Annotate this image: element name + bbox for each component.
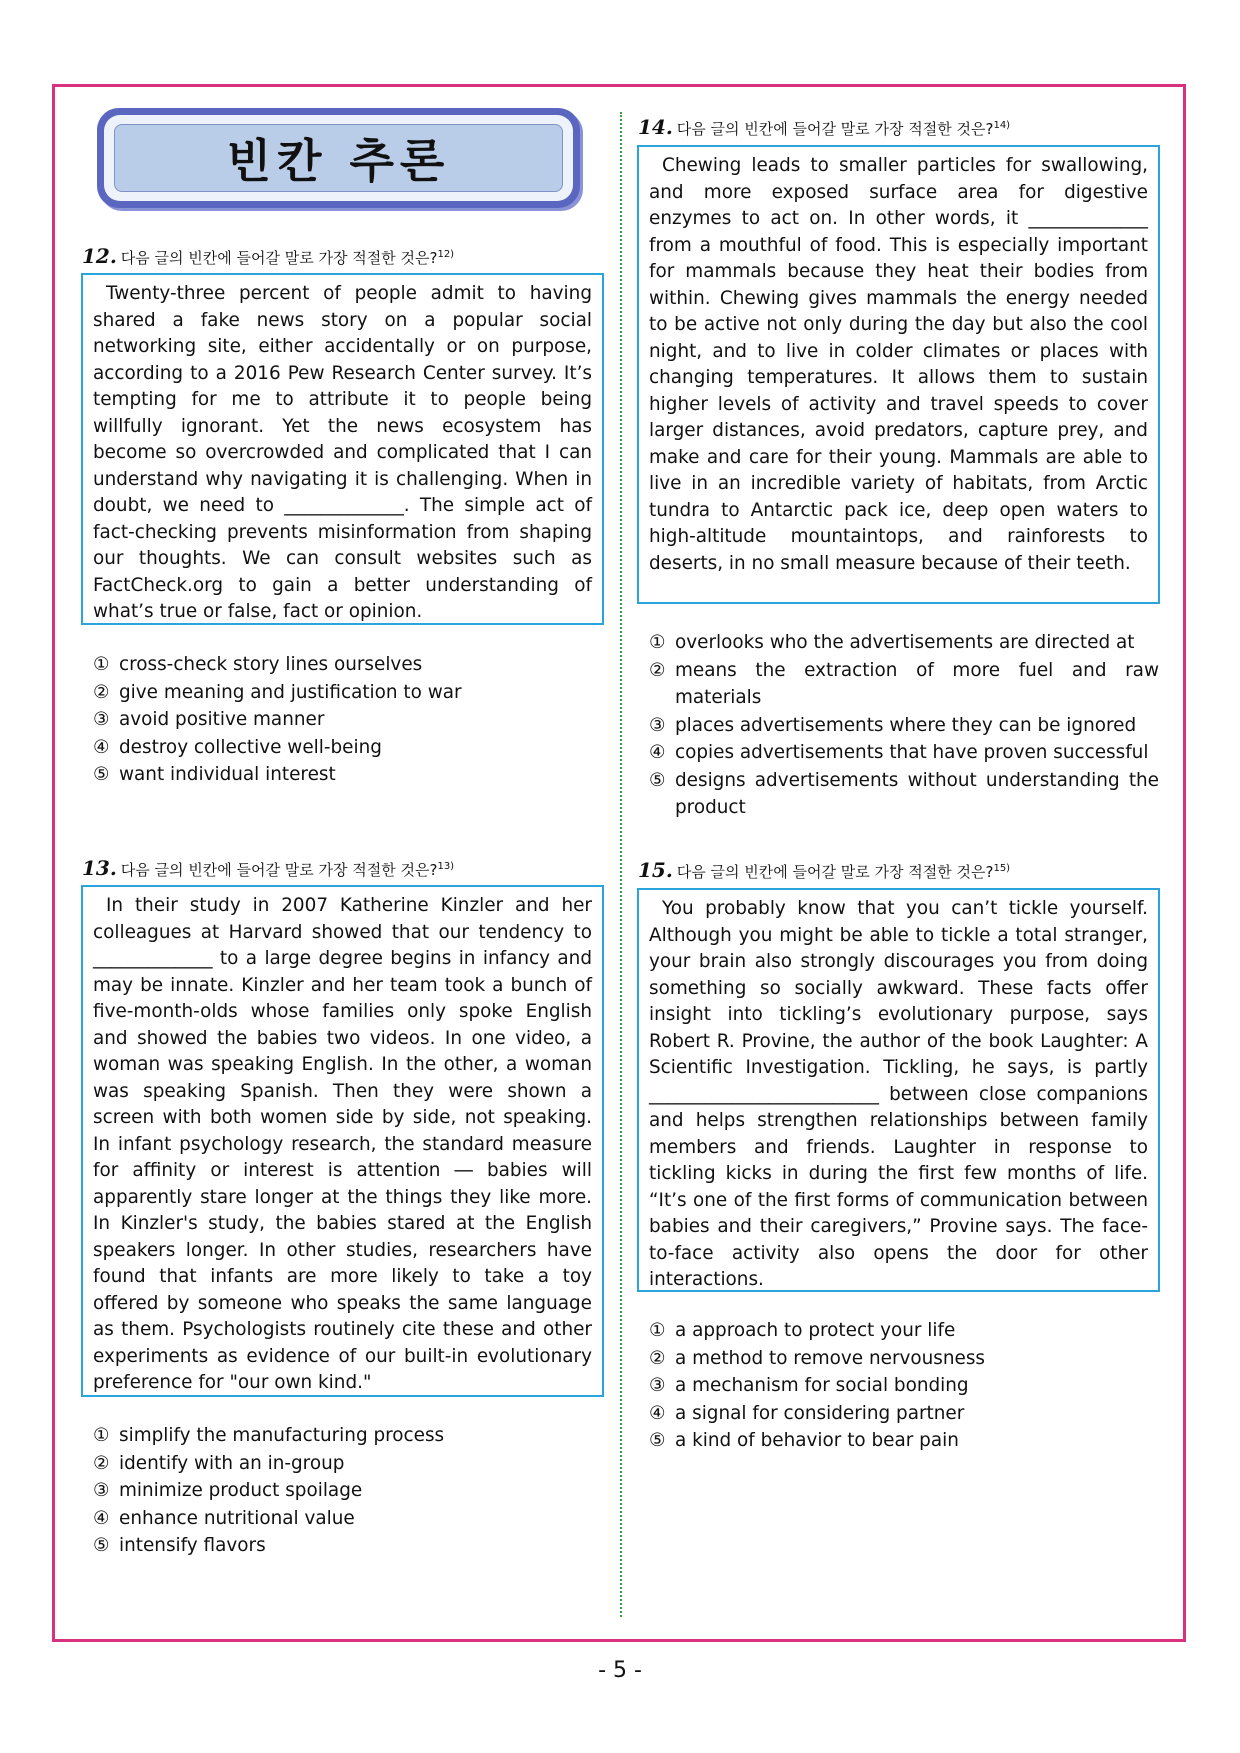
choice-item[interactable] <box>649 1400 1159 1428</box>
choice-marker: ① <box>93 654 110 675</box>
choice-marker: ④ <box>649 1402 666 1424</box>
question-12-passage <box>81 273 604 625</box>
choice-item[interactable] <box>649 739 1159 767</box>
question-15-header <box>638 858 1010 882</box>
choice-text: a approach to protect your life <box>675 1320 956 1341</box>
choice-item[interactable] <box>649 657 1159 712</box>
choice-marker: ⑤ <box>649 769 666 791</box>
question-prompt: 다음 글의 빈칸에 들어갈 말로 가장 적절한 것은? <box>676 863 994 881</box>
choice-marker: ① <box>93 1425 110 1446</box>
question-number: 12. <box>82 244 117 268</box>
choice-text: cross-check story lines ourselves <box>119 654 423 675</box>
choice-marker: ① <box>649 1320 666 1341</box>
section-title: 빈칸 추론 <box>114 124 563 192</box>
choice-marker: ① <box>649 632 666 653</box>
question-14-passage <box>637 145 1160 604</box>
choice-text: intensify flavors <box>119 1535 266 1556</box>
choice-item[interactable] <box>93 734 603 762</box>
choice-marker: ⑤ <box>93 1535 110 1556</box>
question-13-passage <box>81 885 604 1397</box>
choice-item[interactable] <box>93 1505 603 1533</box>
choice-marker: ③ <box>93 709 110 730</box>
choice-marker: ② <box>93 1452 110 1474</box>
question-12-choices <box>93 651 603 789</box>
footnote-ref: 12) <box>437 249 455 260</box>
choice-text: minimize product spoilage <box>119 1480 363 1501</box>
choice-text: means the extraction of more fuel and raw materials <box>675 659 1159 708</box>
choice-text: a kind of behavior to bear pain <box>675 1430 959 1451</box>
question-number: 14. <box>638 115 673 139</box>
choice-text: want individual interest <box>119 764 336 785</box>
choice-text: destroy collective well-being <box>119 736 382 758</box>
section-banner <box>97 108 580 208</box>
footnote-ref: 14) <box>993 120 1011 131</box>
choice-marker: ④ <box>649 742 666 763</box>
question-15-passage <box>637 888 1160 1292</box>
choice-text: avoid positive manner <box>119 709 325 730</box>
question-14-choices <box>649 629 1159 822</box>
question-prompt: 다음 글의 빈칸에 들어갈 말로 가장 적절한 것은? <box>120 861 438 879</box>
choice-item[interactable] <box>649 1372 1159 1400</box>
footnote-ref: 15) <box>993 863 1011 874</box>
choice-text: a signal for considering partner <box>675 1402 965 1424</box>
choice-text: a method to remove nervousness <box>675 1347 986 1369</box>
choice-marker: ④ <box>93 736 110 758</box>
choice-item[interactable] <box>93 1477 603 1505</box>
choice-item[interactable] <box>93 651 603 679</box>
passage-text: Chewing leads to smaller particles for swallowing, and more exposed surface area for digestive enzymes to act on. In other words, it _____________ from a mouthful of food. This is especially important for mammals because they heat their bodies from within. Chewing gives mammals the energy needed to be active not only during the day but also the cool night, and to live in colder climates or places with changing temperatures. It allows them to sustain higher levels of activity and travel speeds to cover larger distances, avoid predators, capture prey, and make and care for their young. Mammals are able to live in an incredible variety of habitats, from Arctic tundra to Antarctic pack ice, deep open waters to high-altitude mountaintops, and rainforests to deserts, in no small measure because of their teeth. <box>649 155 1148 574</box>
choice-item[interactable] <box>93 1450 603 1478</box>
choice-item[interactable] <box>93 706 603 734</box>
choice-marker: ② <box>649 659 666 681</box>
choice-item[interactable] <box>93 1422 603 1450</box>
choice-marker: ③ <box>649 714 666 736</box>
question-14-header <box>638 115 1010 139</box>
choice-marker: ③ <box>93 1480 110 1501</box>
passage-text: Twenty-three percent of people admit to having shared a fake news story on a popular social networking site, either accidentally or on purpose, according to a 2016 Pew Research Center survey. It’s tempting for me to attribute it to people being willfully ignorant. Yet the news ecosystem has become so overcrowded and complicated that I can understand why navigating it is challenging. When in doubt, we need to _____________. The simple act of fact-checking prevents misinformation from shaping our thoughts. We can consult websites such as FactCheck.org to gain a better understanding of what’s true or false, fact or opinion. <box>93 283 592 622</box>
choice-item[interactable] <box>649 767 1159 822</box>
choice-text: copies advertisements that have proven successful <box>675 742 1149 763</box>
choice-item[interactable] <box>93 761 603 789</box>
question-prompt: 다음 글의 빈칸에 들어갈 말로 가장 적절한 것은? <box>676 120 994 138</box>
choice-item[interactable] <box>649 1317 1159 1345</box>
column-divider <box>620 112 622 1617</box>
passage-text: You probably know that you can’t tickle yourself. Although you might be able to tickle a total stranger, your brain also strongly discourages you from doing something so socially awkward. These facts offer insight into tickling’s evolutionary purpose, says Robert R. Provine, the author of the book Laughter: A Scientific Investigation. Tickling, he says, is partly _________________________ between close companions and helps strengthen relationships between family members and friends. Laughter in response to tickling kicks in during the first few months of life. “It’s one of the first forms of communication between babies and their caregivers,” Provine says. The face-to-face activity also opens the door for other interactions. <box>649 898 1148 1290</box>
choice-item[interactable] <box>649 1427 1159 1455</box>
choice-item[interactable] <box>93 1532 603 1560</box>
choice-marker: ② <box>649 1347 666 1369</box>
choice-item[interactable] <box>649 712 1159 740</box>
choice-marker: ② <box>93 681 110 703</box>
choice-item[interactable] <box>649 1345 1159 1373</box>
choice-marker: ④ <box>93 1507 110 1529</box>
choice-text: identify with an in-group <box>119 1452 345 1474</box>
choice-text: enhance nutritional value <box>119 1507 355 1529</box>
question-12-header <box>82 244 454 268</box>
choice-text: simplify the manufacturing process <box>119 1425 445 1446</box>
choice-text: overlooks who the advertisements are directed at <box>675 632 1135 653</box>
question-number: 15. <box>638 858 673 882</box>
choice-text: designs advertisements without understanding the product <box>675 769 1159 818</box>
choice-item[interactable] <box>93 679 603 707</box>
page-number: - 5 - <box>598 1658 642 1683</box>
choice-marker: ⑤ <box>93 764 110 785</box>
question-13-choices <box>93 1422 603 1560</box>
question-number: 13. <box>82 856 117 880</box>
choice-text: places advertisements where they can be ignored <box>675 714 1137 736</box>
choice-item[interactable] <box>649 629 1159 657</box>
question-15-choices <box>649 1317 1159 1455</box>
choice-text: give meaning and justification to war <box>119 681 462 703</box>
passage-text: In their study in 2007 Katherine Kinzler and her colleagues at Harvard showed that our tendency to _____________ to a large degree begins in infancy and may be innate. Kinzler and her team took a bunch of five-month-olds whose families only spoke English and showed the babies two videos. In one video, a woman was speaking English. In the other, a woman was speaking Spanish. Then they were shown a screen with both women side by side, not speaking. In infant psychology research, the standard measure for affinity or interest is attention ― babies will apparently stare longer at the things they like more. In Kinzler's study, the babies stared at the English speakers longer. In other studies, researchers have found that infants are more likely to take a toy offered by someone who speaks the same language as them. Psychologists routinely cite these and other experiments as evidence of our built-in evolutionary preference for "our own kind." <box>93 895 592 1393</box>
choice-marker: ③ <box>649 1375 666 1396</box>
choice-text: a mechanism for social bonding <box>675 1375 969 1396</box>
question-prompt: 다음 글의 빈칸에 들어갈 말로 가장 적절한 것은? <box>120 249 438 267</box>
question-13-header <box>82 856 454 880</box>
choice-marker: ⑤ <box>649 1430 666 1451</box>
footnote-ref: 13) <box>437 861 455 872</box>
